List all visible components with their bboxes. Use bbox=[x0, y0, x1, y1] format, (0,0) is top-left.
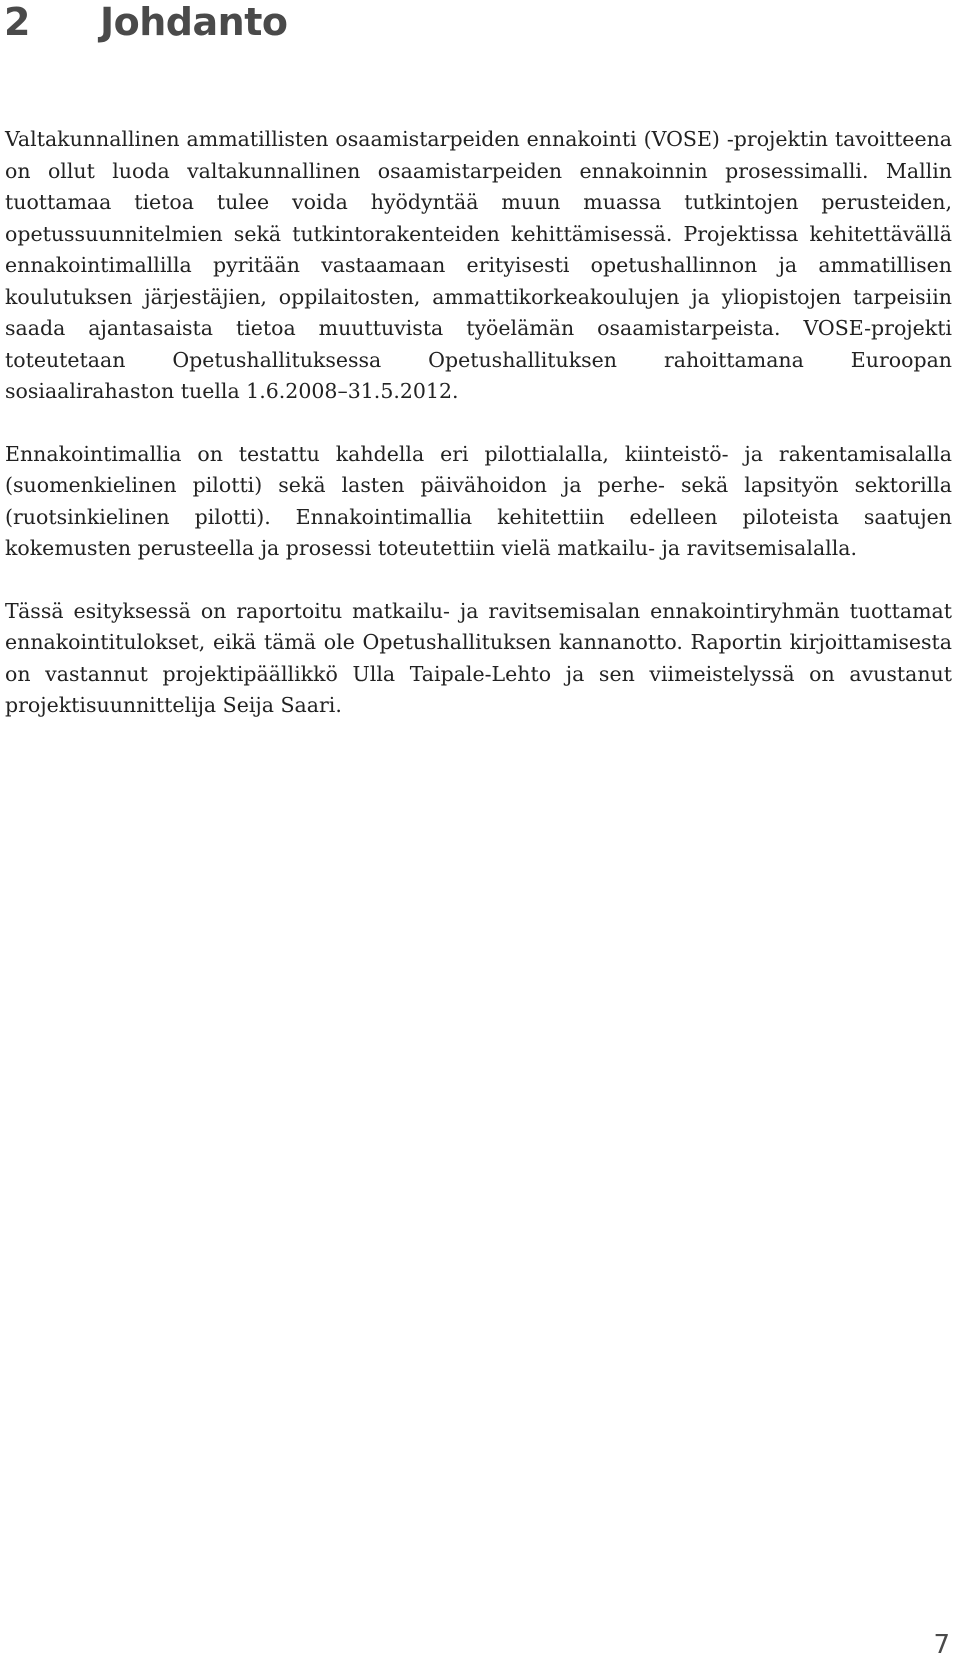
page-number: 7 bbox=[933, 1630, 950, 1660]
body-text bbox=[5, 124, 952, 753]
chapter-number: 2 bbox=[4, 0, 30, 44]
paragraph-2: Ennakointimallia on testattu kahdella eri pilottialalla, kiinteistö- ja rakentamisalalla (suomenkielinen pilotti) sekä lasten päivähoidon ja perhe- sekä lapsityön sektorilla (ruotsinkielinen pilotti). Ennakointimallia kehitettiin edelleen piloteista saatujen kokemusten perusteella ja prosessi toteutettiin vielä matkailu- ja ravitsemisalalla. bbox=[5, 441, 952, 560]
paragraph-3: Tässä esityksessä on raportoitu matkailu- ja ravitsemisalan ennakointiryhmän tuottamat ennakointitulokset, eikä tämä ole Opetushallituksen kannanotto. Raportin kirjoittamisesta on vastannut projektipäällikkö Ulla Taipale-Lehto ja sen viimeistelyssä on avustanut projektisuunnittelija Seija Saari. bbox=[5, 598, 952, 717]
paragraph-1: Valtakunnallinen ammatillisten osaamistarpeiden ennakointi (VOSE) -projektin tavoitteena on ollut luoda valtakunnallinen osaamistarpeiden ennakoinnin prosessimalli. Mallin tuottamaa tietoa tulee voida hyödyntää muun muassa tutkintojen perusteiden, opetussuunnitelmien sekä tutkintorakenteiden kehittämisessä. Projektissa kehitettävällä ennakointimallilla pyritään vastaamaan erityisesti opetushallinnon ja ammatillisen koulutuksen järjestäjien, oppilaitosten, ammattikorkeakoulujen ja yliopistojen tarpeisiin saada ajantasaista tietoa muuttuvista työelämän osaamistarpeista. VOSE-projekti toteutetaan Opetushallituksessa Opetushallituksen rahoittamana Euroopan sosiaalirahaston tuella 1.6.2008–31.5.2012. bbox=[5, 127, 952, 403]
chapter-title: Johdanto bbox=[100, 0, 288, 44]
chapter-heading bbox=[4, 0, 287, 44]
